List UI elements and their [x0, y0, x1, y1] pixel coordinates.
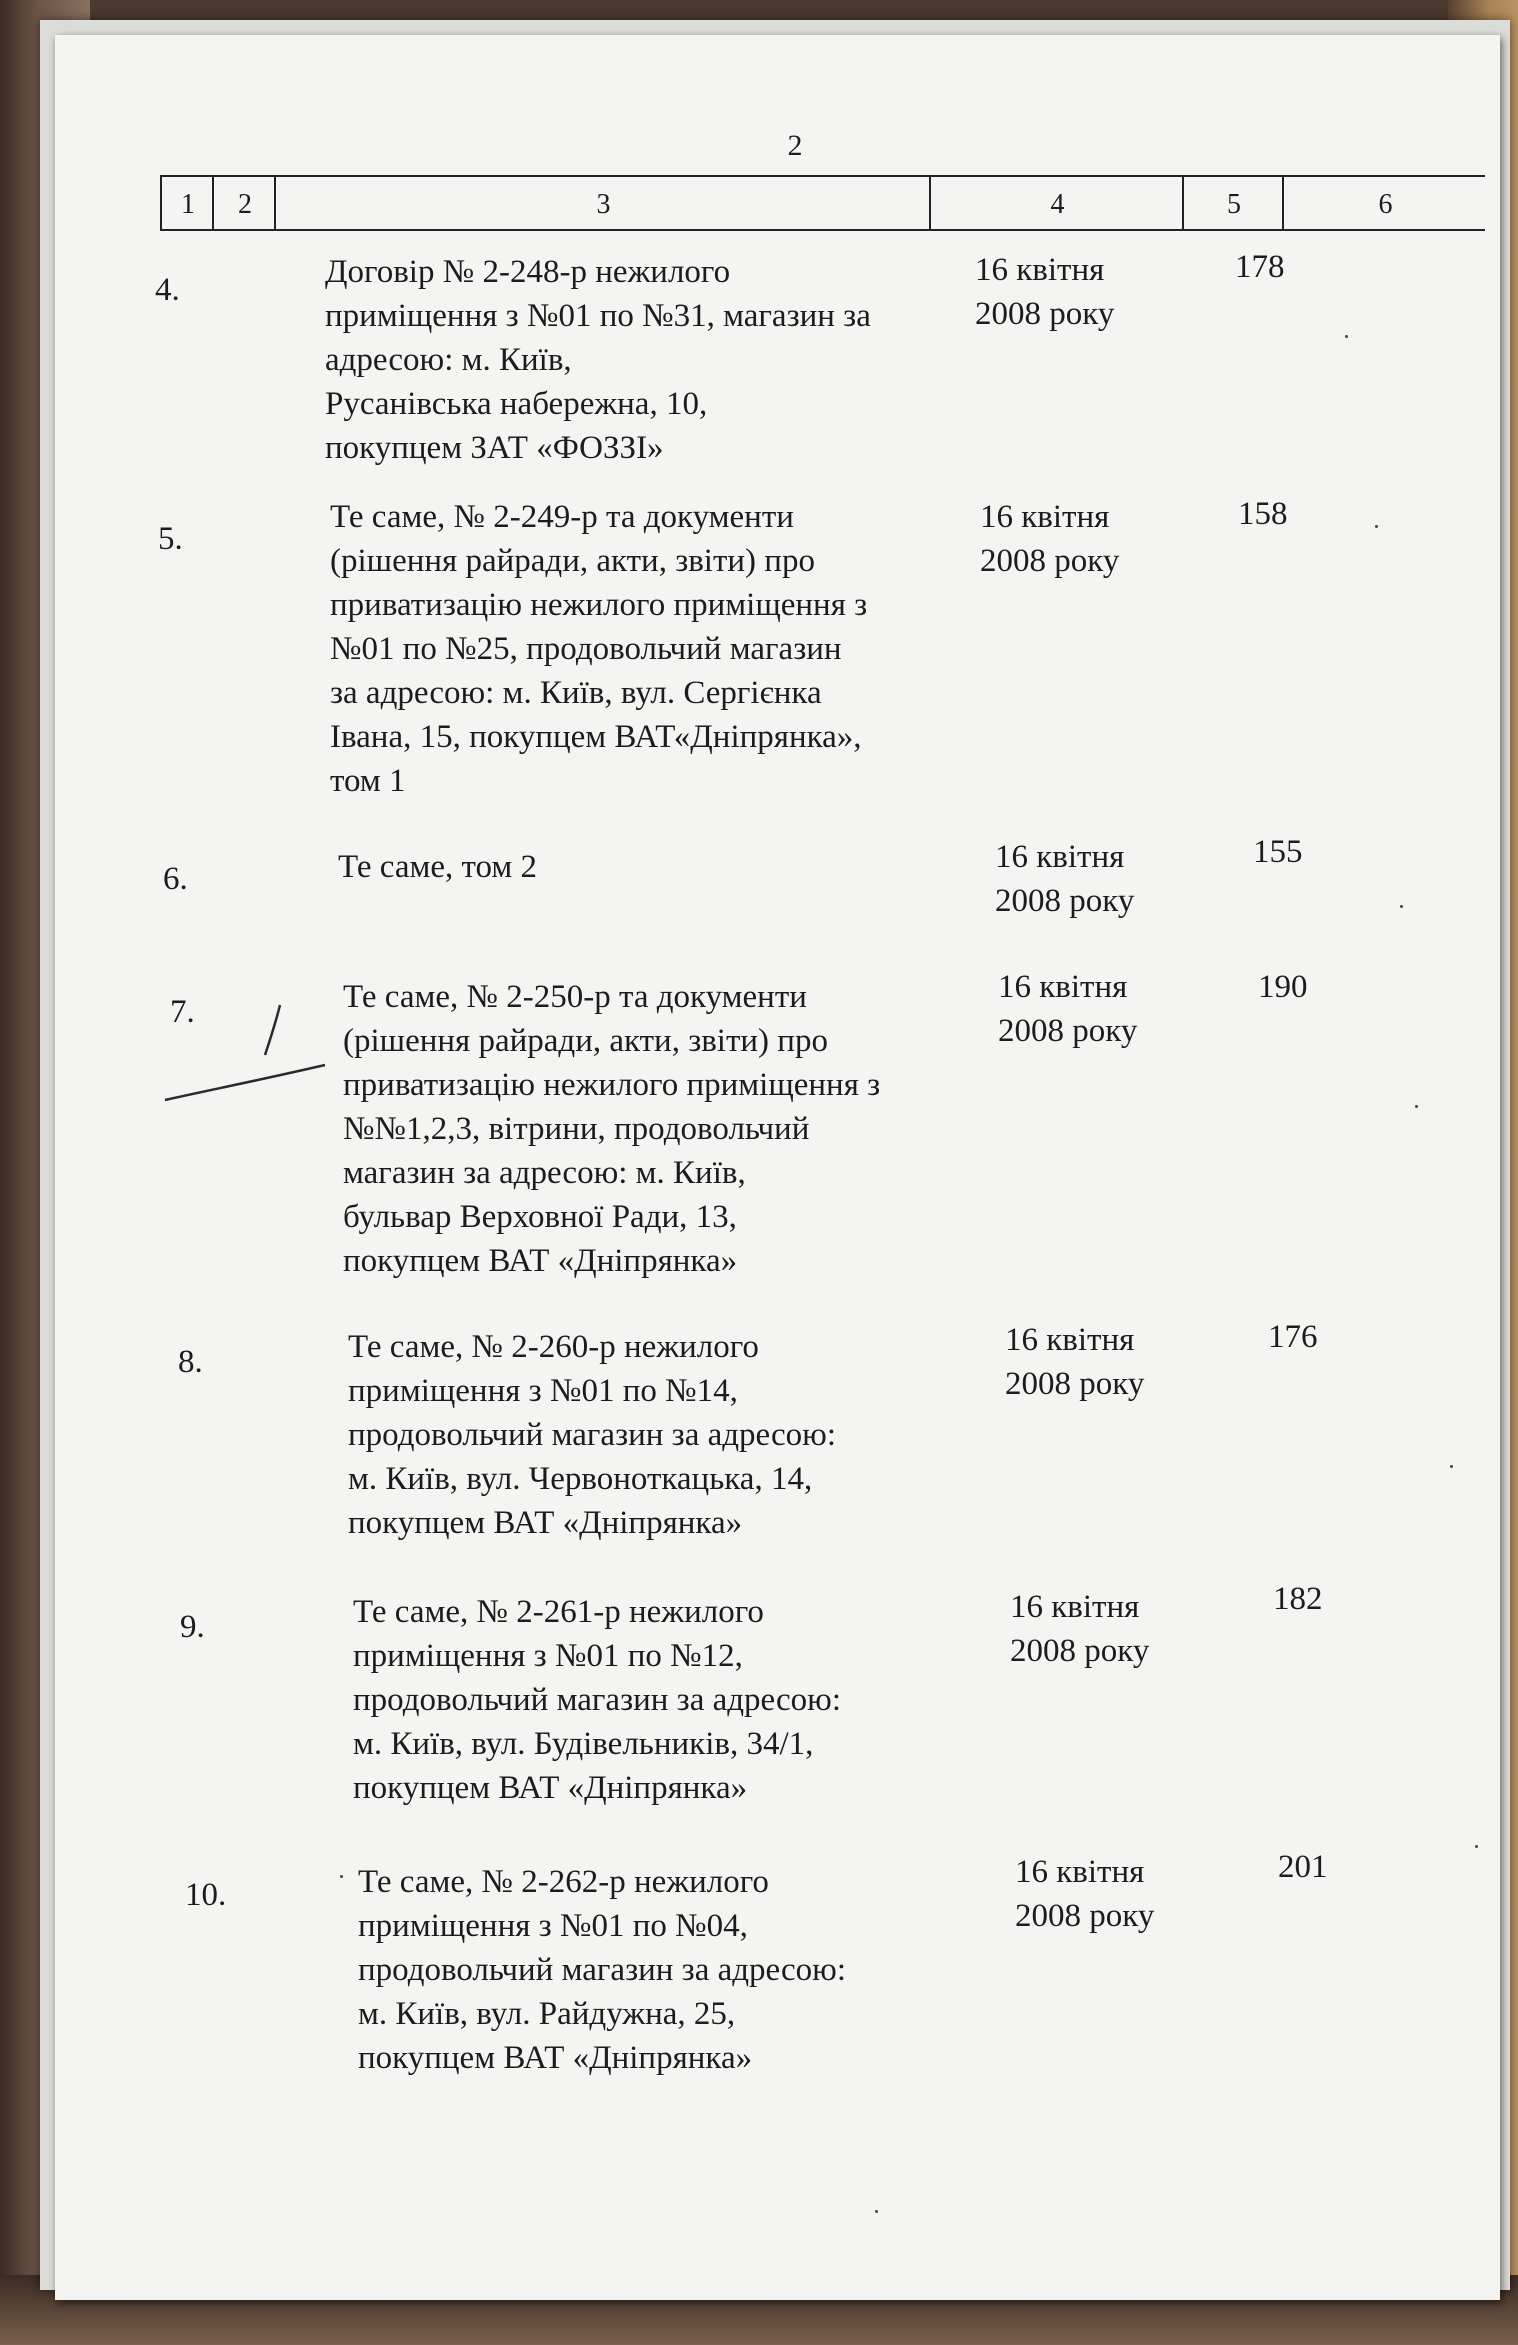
- row-number: 6.: [163, 861, 188, 897]
- row-page-count: 158: [1238, 496, 1288, 532]
- column-header-row: [160, 175, 1485, 231]
- row-description: [348, 1325, 988, 1545]
- date-day: 16 квітня: [975, 252, 1105, 288]
- description-line: Те саме, том 2: [338, 849, 538, 885]
- description-line: м. Київ, вул. Червоноткацька, 14,: [348, 1461, 813, 1497]
- row-page-count: 176: [1268, 1319, 1318, 1355]
- document-page: [55, 35, 1500, 2300]
- paper-speck: [1375, 525, 1378, 528]
- description-line: покупцем ВАТ «Дніпрянка»: [353, 1770, 748, 1806]
- description-line: (рішення райради, акти, звіти) про: [343, 1023, 828, 1059]
- description-line: продовольчий магазин за адресою:: [353, 1682, 841, 1718]
- header-col-3: 3: [274, 177, 931, 229]
- description-line: приміщення з №01 по №14,: [348, 1373, 738, 1409]
- header-col-1: 1: [160, 177, 214, 229]
- description-line: м. Київ, вул. Райдужна, 25,: [358, 1996, 736, 2032]
- date-year: 2008 року: [1005, 1366, 1145, 1402]
- header-col-5: 5: [1182, 177, 1284, 229]
- row-number: 8.: [178, 1344, 203, 1380]
- description-line: том 1: [330, 763, 406, 799]
- description-line: Івана, 15, покупцем ВАТ«Дніпрянка»,: [330, 719, 862, 755]
- description-line: №01 по №25, продовольчий магазин: [330, 631, 842, 667]
- header-col-4: 4: [929, 177, 1184, 229]
- description-line: приватизацію нежилого приміщення з: [343, 1067, 881, 1103]
- row-number: 5.: [158, 521, 183, 557]
- date-year: 2008 року: [995, 883, 1135, 919]
- row-description: [343, 975, 983, 1283]
- header-col-6: 6: [1282, 177, 1487, 229]
- date-day: 16 квітня: [980, 499, 1110, 535]
- header-col-2: 2: [212, 177, 276, 229]
- description-line: бульвар Верховної Ради, 13,: [343, 1199, 737, 1235]
- row-number: 10.: [185, 1877, 227, 1913]
- description-line: Те саме, № 2-261-р нежилого: [353, 1594, 764, 1630]
- row-page-count: 155: [1253, 834, 1303, 870]
- description-line: продовольчий магазин за адресою:: [348, 1417, 836, 1453]
- row-description: [358, 1860, 998, 2080]
- paper-speck: [1415, 1105, 1418, 1108]
- description-line: приміщення з №01 по №12,: [353, 1638, 743, 1674]
- description-line: покупцем ВАТ «Дніпрянка»: [348, 1505, 743, 1541]
- row-number: 7.: [170, 994, 195, 1030]
- row-number: 4.: [155, 272, 180, 308]
- description-line: Те саме, № 2-249-р та документи: [330, 499, 794, 535]
- description-line: за адресою: м. Київ, вул. Сергієнка: [330, 675, 822, 711]
- row-description: [330, 495, 970, 803]
- row-date: [1010, 1585, 1230, 1673]
- date-day: 16 квітня: [998, 969, 1128, 1005]
- paper-speck: [1450, 1465, 1453, 1468]
- date-year: 2008 року: [1015, 1898, 1155, 1934]
- row-date: [1005, 1318, 1225, 1406]
- date-year: 2008 року: [975, 296, 1115, 332]
- date-year: 2008 року: [998, 1013, 1138, 1049]
- row-page-count: 190: [1258, 969, 1308, 1005]
- date-day: 16 квітня: [1005, 1322, 1135, 1358]
- row-page-count: 201: [1278, 1849, 1328, 1885]
- row-date: [998, 965, 1218, 1053]
- row-number: 9.: [180, 1609, 205, 1645]
- description-line: Договір № 2-248-р нежилого: [325, 254, 731, 290]
- paper-speck: [875, 2210, 878, 2213]
- pen-check-mark: [160, 995, 330, 1105]
- row-date: [975, 248, 1195, 336]
- under-sheet: [40, 20, 1510, 2290]
- description-line: Те саме, № 2-260-р нежилого: [348, 1329, 759, 1365]
- date-day: 16 квітня: [1015, 1854, 1145, 1890]
- row-description: [325, 250, 965, 470]
- description-line: покупцем ВАТ «Дніпрянка»: [343, 1243, 738, 1279]
- description-line: №№1,2,3, вітрини, продовольчий: [343, 1111, 810, 1147]
- description-line: приватизацію нежилого приміщення з: [330, 587, 868, 623]
- row-page-count: 178: [1235, 249, 1285, 285]
- date-year: 2008 року: [980, 543, 1120, 579]
- page-number: 2: [787, 129, 803, 162]
- description-line: м. Київ, вул. Будівельників, 34/1,: [353, 1726, 814, 1762]
- paper-speck: [1475, 1845, 1478, 1848]
- description-line: Те саме, № 2-250-р та документи: [343, 979, 807, 1015]
- description-line: приміщення з №01 по №04,: [358, 1908, 748, 1944]
- description-line: приміщення з №01 по №31, магазин за: [325, 298, 871, 334]
- description-line: адресою: м. Київ,: [325, 342, 572, 378]
- description-line: Те саме, № 2-262-р нежилого: [358, 1864, 769, 1900]
- description-line: покупцем ВАТ «Дніпрянка»: [358, 2040, 753, 2076]
- paper-speck: [1345, 335, 1348, 338]
- description-line: магазин за адресою: м. Київ,: [343, 1155, 746, 1191]
- date-day: 16 квітня: [995, 839, 1125, 875]
- row-date: [995, 835, 1215, 923]
- description-line: Русанівська набережна, 10,: [325, 386, 708, 422]
- description-line: покупцем ЗАТ «ФОЗЗІ»: [325, 430, 664, 466]
- row-page-count: 182: [1273, 1581, 1323, 1617]
- date-year: 2008 року: [1010, 1633, 1150, 1669]
- row-date: [980, 495, 1200, 583]
- row-description: [338, 845, 978, 889]
- description-line: продовольчий магазин за адресою:: [358, 1952, 846, 1988]
- description-line: (рішення райради, акти, звіти) про: [330, 543, 815, 579]
- date-day: 16 квітня: [1010, 1589, 1140, 1625]
- paper-speck: [340, 1875, 343, 1878]
- row-date: [1015, 1850, 1235, 1938]
- paper-speck: [1400, 905, 1403, 908]
- row-description: [353, 1590, 993, 1810]
